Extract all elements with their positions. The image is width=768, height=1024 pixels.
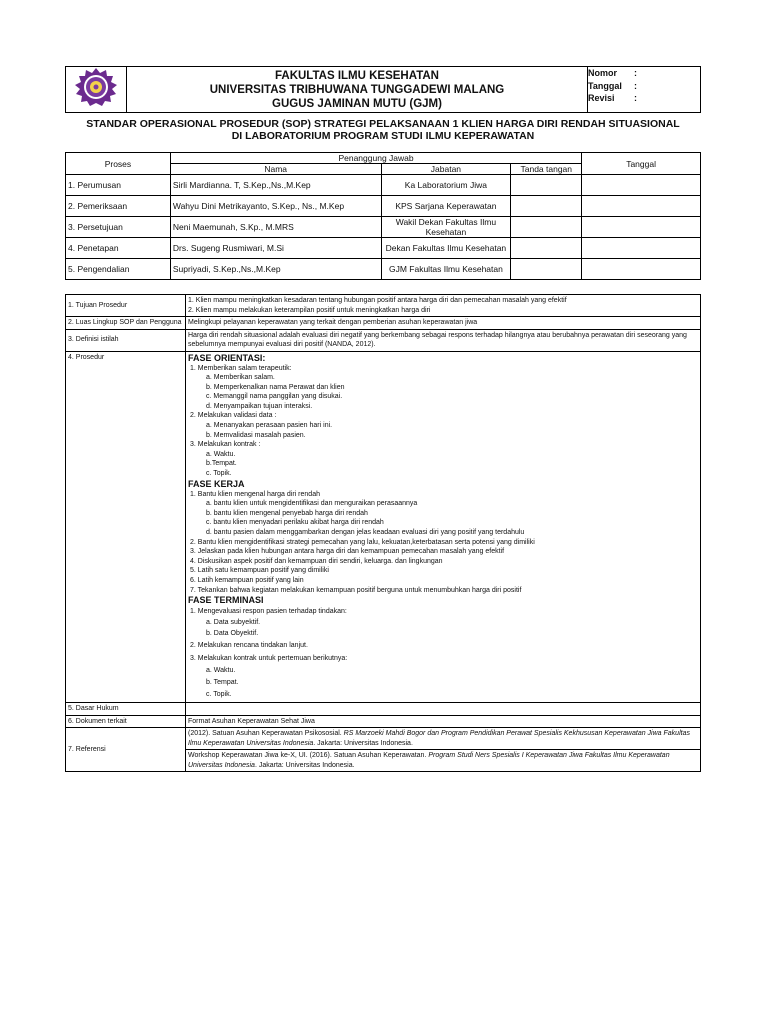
nomor-label: Nomor [588, 68, 617, 78]
proses-cell: 1. Perumusan [66, 175, 171, 196]
jabatan-cell: Ka Laboratorium Jiwa [381, 175, 511, 196]
referensi-item-1 [186, 728, 701, 750]
definisi-content: Harga diri rendah situasional adalah evaluasi diri negatif yang berkembang sebagai respons terhadap hilangnya atau berubahnya perawatan diri seseorang yang sebelumnya mempunyai evaluasi diri positif (NANDA, 2012). [186, 329, 701, 351]
kerja-step: 3. Jelaskan pada klien hubungan antara harga diri dan kemampuan pemecahan masalah yang efektif [190, 548, 505, 556]
university-logo-icon [72, 67, 120, 107]
luas-content: Melingkupi pelayanan keperawatan yang terkait dengan pemberian asuhan keperawatan jiwa [186, 317, 701, 330]
dasar-hukum-content [186, 703, 701, 716]
table-row [66, 728, 701, 750]
tanggal-header: Tanggal [582, 153, 701, 175]
kerja-substep: a. bantu klien untuk mengidentifikasi dan menguraikan perasaannya [206, 500, 418, 508]
proses-header: Proses [66, 153, 171, 175]
university-name: UNIVERSITAS TRIBHUWANA TUNGGADEWI MALANG [209, 83, 505, 96]
fase-orientasi-heading: FASE ORIENTASI: [188, 352, 266, 363]
nama-cell: Wahyu Dini Metrikayanto, S.Kep., Ns., M.Kep [170, 196, 381, 217]
kerja-step: 6. Latih kemampuan positif yang lain [190, 576, 304, 584]
tanggal-colon: : [634, 80, 637, 91]
date-cell [582, 259, 701, 280]
proses-cell: 2. Pemeriksaan [66, 196, 171, 217]
kerja-substep: b. bantu klien mengenal penyebab harga diri rendah [206, 509, 368, 517]
definisi-label: 3. Definisi istilah [66, 329, 186, 351]
date-cell [582, 238, 701, 259]
signature-cell [511, 217, 582, 238]
kerja-step: 7. Tekankan bahwa kegiatan melakukan kemampuan positif berguna untuk menumbuhkan harga diri positif [190, 586, 522, 594]
ref1-title: RS Marzoeki Mahdi Bogor dan Program Pendidikan Perawat Spesialis Kekhususan Keperawatan Jiwa Fakultas Ilmu Keperawatan Universitas Indonesia [188, 730, 690, 747]
table-row [66, 351, 701, 703]
tujuan-item: 2. Klien mampu melakukan keterampilan positif untuk meningkatkan harga diri [188, 306, 431, 314]
table-row [66, 217, 701, 238]
table-row [66, 175, 701, 196]
kerja-substep: c. bantu klien menyadari perilaku akibat harga diri rendah [206, 519, 384, 527]
terminasi-substep: b. Tempat. [206, 679, 239, 687]
orientasi-step: 2. Melakukan validasi data : [190, 412, 277, 420]
kerja-step: 2. Bantu klien mengidentifikasi strategi pemecahan yang lalu, kekuatan,keterbatasan serta potensi yang dimiliki [190, 538, 535, 546]
kerja-step: 4. Diskusikan aspek positif dan kemampuan diri sendiri, keluarga. dan lingkungan [190, 557, 443, 565]
prosedur-label: 4. Prosedur [66, 351, 186, 703]
orientasi-substep: b. Memvalidasi masalah pasien. [206, 431, 306, 439]
sop-title-line1: STANDAR OPERASIONAL PROSEDUR (SOP) STRATEGI PELAKSANAAN 1 KLIEN HARGA DIRI RENDAH SITUASIONAL [86, 118, 680, 130]
unit-name: GUGUS JAMINAN MUTU (GJM) [272, 97, 442, 110]
tanggal-label: Tanggal [588, 80, 622, 91]
jabatan-cell: KPS Sarjana Keperawatan [381, 196, 511, 217]
referensi-item-2 [186, 750, 701, 772]
prosedur-content [186, 351, 701, 703]
kerja-step: 1. Bantu klien mengenal harga diri rendah [190, 490, 320, 498]
revisi-colon: : [634, 93, 637, 103]
penanggung-jawab-header: Penanggung Jawab [170, 153, 581, 164]
table-row [66, 715, 701, 728]
revisi-label: Revisi [588, 93, 615, 103]
fase-terminasi-heading: FASE TERMINASI [188, 595, 264, 606]
nama-cell: Supriyadi, S.Kep.,Ns.,M.Kep [170, 259, 381, 280]
kerja-step: 5. Latih satu kemampuan positif yang dimiliki [190, 567, 329, 575]
table-row [66, 196, 701, 217]
tanda-tangan-header: Tanda tangan [511, 164, 582, 175]
institution-block [127, 67, 588, 113]
nomor-colon: : [634, 68, 637, 78]
tujuan-content [186, 295, 701, 317]
document-header [65, 66, 701, 113]
orientasi-substep: b.Tempat. [206, 460, 237, 468]
tujuan-label: 1. Tujuan Prosedur [66, 295, 186, 317]
sop-title-line2: DI LABORATORIUM PROGRAM STUDI ILMU KEPERAWATAN [231, 130, 535, 142]
ref2-text: Workshop Keperawatan Jiwa ke-X, UI. (2016). Satuan Asuhan Keperawatan. [188, 752, 427, 760]
logo-cell [66, 67, 127, 113]
document-meta [588, 67, 701, 113]
nama-header: Nama [170, 164, 381, 175]
referensi-label: 7. Referensi [66, 728, 186, 772]
signature-cell [511, 238, 582, 259]
date-cell [582, 217, 701, 238]
proses-cell: 4. Penetapan [66, 238, 171, 259]
jabatan-header: Jabatan [381, 164, 511, 175]
signature-cell [511, 175, 582, 196]
orientasi-step: 3. Melakukan kontrak : [190, 441, 261, 449]
terminasi-step: 2. Melakukan rencana tindakan lanjut. [190, 642, 308, 650]
orientasi-substep: d. Menyampaikan tujuan interaksi. [206, 402, 313, 410]
table-row [66, 329, 701, 351]
table-row [66, 238, 701, 259]
signature-cell [511, 259, 582, 280]
faculty-name: FAKULTAS ILMU KESEHATAN [275, 69, 439, 82]
orientasi-substep: a. Waktu. [206, 450, 236, 458]
kerja-substep: d. bantu pasien dalam menggambarkan dengan jelas keadaan evaluasi diri yang positif yang terdahulu [206, 529, 525, 536]
ref2-publisher: . Jakarta: Universitas Indonesia. [254, 761, 355, 769]
terminasi-substep: a. Data subyektif. [206, 619, 261, 627]
proses-cell: 3. Persetujuan [66, 217, 171, 238]
orientasi-substep: c. Memanggil nama panggilan yang disukai. [206, 393, 343, 401]
table-row [66, 703, 701, 716]
terminasi-substep: b. Data Obyektif. [206, 630, 259, 638]
dokumen-content: Format Asuhan Keperawatan Sehat Jiwa [186, 715, 701, 728]
ref2-title: Program Studi Ners Spesialis I Keperawatan Jiwa Fakultas Ilmu Keperawatan Universitas Indonesia [188, 752, 670, 769]
proses-cell: 5. Pengendalian [66, 259, 171, 280]
responsibility-table [65, 152, 701, 280]
orientasi-substep: b. Memperkenalkan nama Perawat dan klien [206, 383, 345, 391]
orientasi-substep: a. Memberikan salam. [206, 374, 275, 382]
orientasi-substep: c. Topik. [206, 470, 232, 478]
procedure-table [65, 294, 701, 772]
terminasi-substep: a. Waktu. [206, 667, 236, 675]
nama-cell: Drs. Sugeng Rusmiwari, M.Si [170, 238, 381, 259]
dasar-hukum-label: 5. Dasar Hukum [66, 703, 186, 716]
table-row [66, 317, 701, 330]
terminasi-step: 3. Melakukan kontrak untuk pertemuan berikutnya: [190, 655, 348, 663]
nama-cell: Neni Maemunah, S.Kp., M.MRS [170, 217, 381, 238]
luas-label: 2. Luas Lingkup SOP dan Pengguna [66, 317, 186, 330]
orientasi-substep: a. Menanyakan perasaan pasien hari ini. [206, 422, 333, 430]
terminasi-step: 1. Mengevaluasi respon pasien terhadap tindakan: [190, 608, 347, 616]
ref1-text: (2012). Satuan Asuhan Keperawatan Psikososial. [188, 730, 342, 738]
jabatan-cell: GJM Fakultas Ilmu Kesehatan [381, 259, 511, 280]
dokumen-label: 6. Dokumen terkait [66, 715, 186, 728]
ref1-publisher: . Jakarta: Universitas Indonesia. [313, 739, 413, 747]
nama-cell: Sirli Mardianna. T, S.Kep.,Ns.,M.Kep [170, 175, 381, 196]
tujuan-item: 1. Klien mampu meningkatkan kesadaran tentang hubungan positif antara harga diri dan pemecahan masalah yang efektif [188, 297, 567, 304]
fase-kerja-heading: FASE KERJA [188, 478, 245, 489]
table-row [66, 295, 701, 317]
signature-cell [511, 196, 582, 217]
jabatan-cell: Wakil Dekan Fakultas Ilmu Kesehatan [381, 217, 511, 238]
date-cell [582, 196, 701, 217]
jabatan-cell: Dekan Fakultas Ilmu Kesehatan [381, 238, 511, 259]
table-row [66, 259, 701, 280]
terminasi-substep: c. Topik. [206, 691, 232, 699]
orientasi-step: 1. Memberikan salam terapeutik: [190, 364, 292, 372]
date-cell [582, 175, 701, 196]
